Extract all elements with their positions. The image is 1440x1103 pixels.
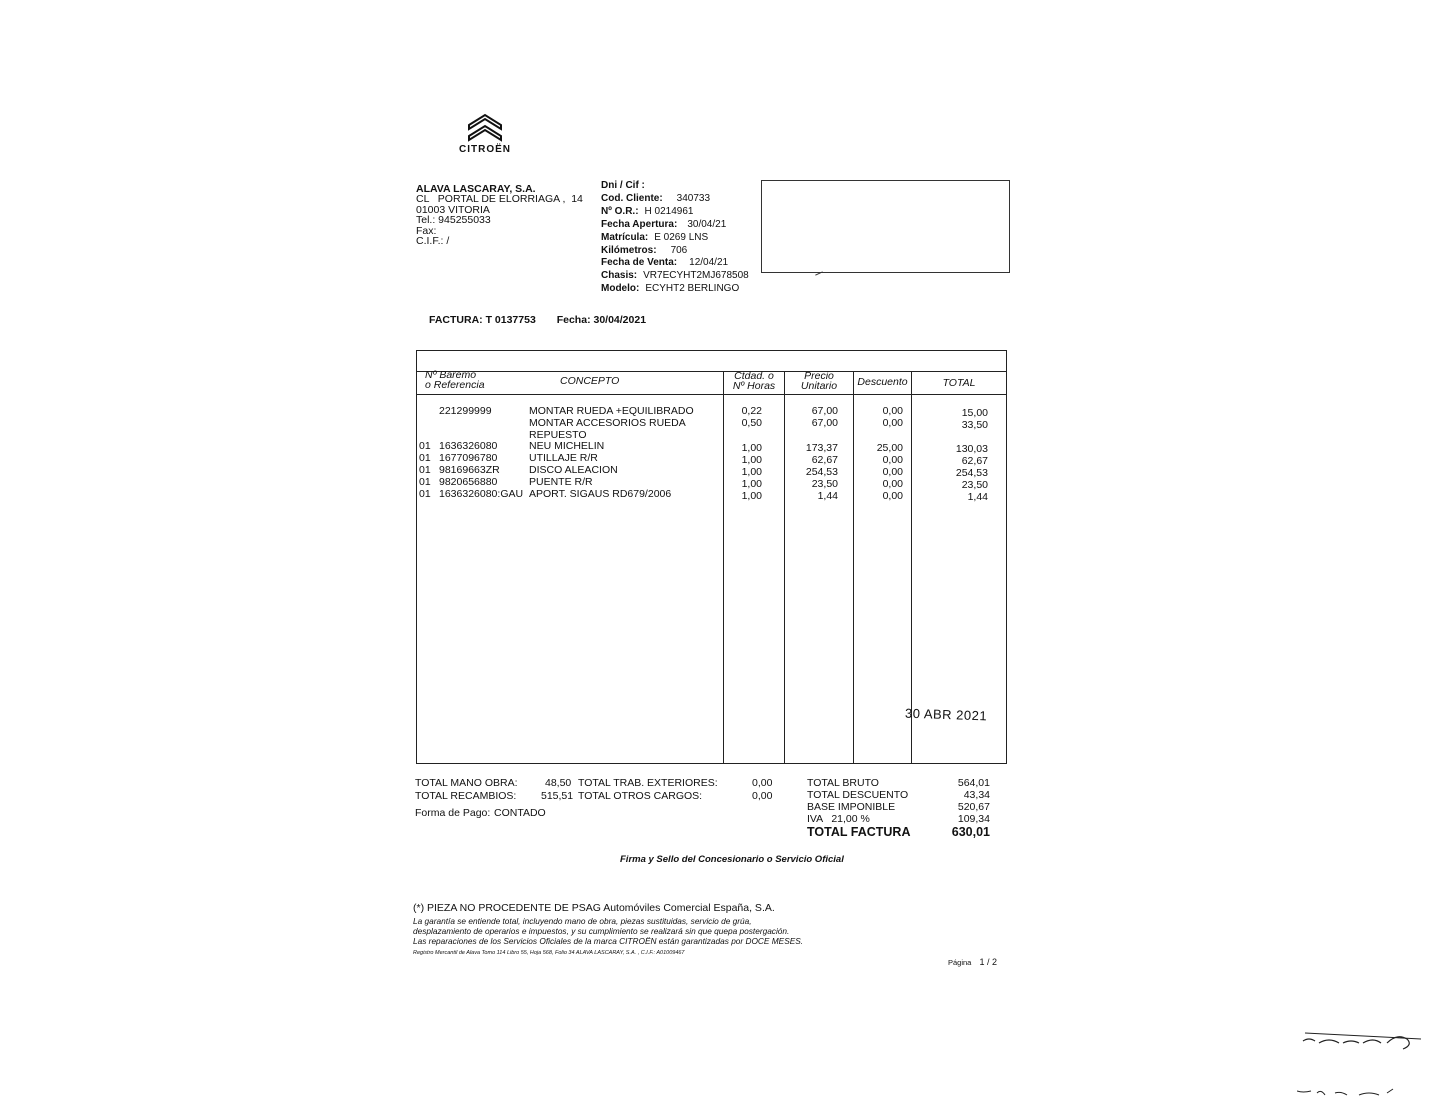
header-total: TOTAL xyxy=(942,377,976,389)
company-cif: C.I.F.: / xyxy=(416,235,450,248)
sale-date-row: Fecha de Venta: 12/04/21 xyxy=(601,257,729,269)
col-divider-qty xyxy=(723,371,724,763)
dni-cif-row: Dni / Cif : xyxy=(601,180,645,191)
company-city: 01003 VITORIA xyxy=(416,203,490,216)
totals-summary-right xyxy=(807,777,990,840)
line-items-table: Nº Baremo o Referencia CONCEPTO Ctdad. o Nº Horas Precio Unitario Descuento TOTAL 221299999 MONTAR RUEDA +EQUILIBRADO 0,22 67,00 0,00 15,00 MONTAR ACCESORIOS RUEDA 0,50 67,00 0,00 33,50 REPUESTO 01 1636326080 NEU MICHELIN 1,00 173,37 25,00 130,03 01 1677096780 UTILLAJE R/R 1,00 62,67 0,00 62,67 01 98169663ZR DISCO ALEACION 1,00 254,53 0,00 254,53 01 9820656880 PUENTE R/R 1,00 23,50 0,00 23,50 01 1636326080:GAU APORT. SIGAUS RD679/2006 1,00 1,44 0,00 1,44 30 ABR 2021 xyxy=(416,350,1007,764)
brand-name: CITROËN xyxy=(459,144,511,155)
discount-total-row: TOTAL DESCUENTO 43,34 xyxy=(807,789,990,801)
company-info xyxy=(416,184,583,246)
header-unit-price: Precio Unitario xyxy=(800,370,838,392)
company-name: ALAVA LASCARAY, S.A. xyxy=(416,183,536,195)
page-number: 1 / 2 xyxy=(979,957,997,967)
invoice-header xyxy=(429,314,646,326)
citroen-double-chevron-icon xyxy=(466,112,504,142)
table-top-divider xyxy=(417,371,1006,372)
dealer-stamp-marks xyxy=(1297,1023,1425,1103)
invoice-number: FACTURA: T 0137753 xyxy=(429,314,536,326)
order-number-row: Nº O.R.: H 0214961 xyxy=(601,205,694,217)
invoice-date: 30/04/2021 xyxy=(593,314,647,326)
signature-caption: Firma y Sello del Concesionario o Servicio Oficial xyxy=(620,854,844,865)
invoice-date-label: Fecha: xyxy=(556,314,591,326)
non-psag-part-notice: (*) PIEZA NO PROCEDENTE DE PSAG Automóviles Comercial España, S.A. xyxy=(413,902,775,914)
header-concept: CONCEPTO xyxy=(560,375,620,387)
header-quantity: Ctdad. o Nº Horas xyxy=(732,370,776,392)
header-reference: Nº Baremo o Referencia xyxy=(425,369,485,391)
plate-row: Matrícula: E 0269 LNS xyxy=(601,231,709,243)
col-divider-price xyxy=(784,371,785,763)
model-row: Modelo: ECYHT2 BERLINGO xyxy=(601,283,740,295)
gross-total-row: TOTAL BRUTO 564,01 xyxy=(807,777,990,789)
client-vehicle-info xyxy=(601,180,749,296)
invoice-total-row: TOTAL FACTURA 630,01 xyxy=(807,825,990,839)
taxable-base-row: BASE IMPONIBLE 520,67 xyxy=(807,801,990,813)
client-code-row: Cod. Cliente: 340733 xyxy=(601,192,711,204)
chassis-row: Chasis: VR7ECYHT2MJ678508 xyxy=(601,270,749,282)
table-header-divider xyxy=(417,394,1006,395)
company-address: CL PORTAL DE ELORRIAGA , 14 xyxy=(416,193,583,206)
vat-row: IVA 21,00 % 109,34 xyxy=(807,813,990,825)
stamp-date: 30 ABR 2021 xyxy=(904,705,988,724)
header-discount: Descuento xyxy=(857,376,908,388)
col-divider-discount xyxy=(853,371,854,763)
page-indicator xyxy=(948,957,997,967)
address-window-box xyxy=(761,180,1010,273)
registry-text: Registro Mercantil de Alava Tomo 114 Libro 55, Hoja 568, Folio 34 ALAVA LASCARAY, S.A. , C.I.F.: A01009467 xyxy=(413,950,685,956)
company-fax: Fax: xyxy=(416,224,437,237)
kilometers-row: Kilómetros: 706 xyxy=(601,244,688,256)
page-label: Página xyxy=(948,958,972,967)
col-divider-total xyxy=(911,371,912,763)
company-tel: Tel.: 945255033 xyxy=(416,214,491,227)
warranty-text: La garantía se entiende total, incluyendo mano de obra, piezas sustituidas, servicio de grúa, desplazamiento de operarios e impuestos, y su cumplimiento se realizará sin que quepa postergación. Las reparaciones de los Servicios Oficiales de la marca CITROËN están garantizadas por DOCE MESES. xyxy=(413,916,804,946)
citroen-logo xyxy=(453,112,517,155)
opening-date-row: Fecha Apertura: 30/04/21 xyxy=(601,218,727,230)
